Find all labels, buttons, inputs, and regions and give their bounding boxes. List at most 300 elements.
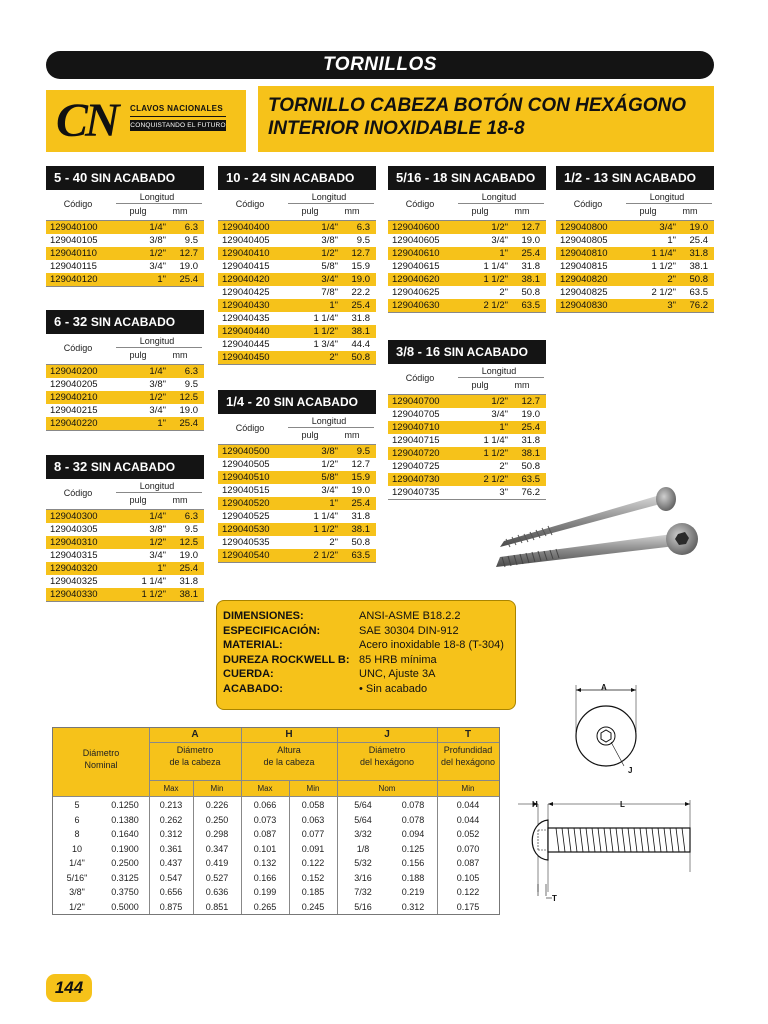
group-label-line-1: Profundidad	[443, 745, 493, 755]
length-mm: 44.4	[351, 339, 370, 350]
length-inches: 1/2"	[491, 396, 508, 407]
thread-size: 6 - 32	[54, 314, 88, 329]
length-mm: 31.8	[689, 248, 708, 259]
company-logo	[46, 90, 246, 152]
part-code: 129040305	[50, 524, 98, 535]
table-row	[218, 247, 376, 260]
dimension-value: 0.199	[253, 887, 277, 897]
part-code: 129040310	[50, 537, 98, 548]
group-label-line-1: Diámetro	[176, 745, 214, 755]
dimension-value: 0.101	[253, 843, 277, 854]
dimension-value: 0.213	[159, 800, 183, 810]
length-mm: 9.5	[184, 379, 198, 390]
dimension-value: 0.175	[456, 901, 480, 912]
table-bottom-rule	[46, 286, 204, 287]
table-bottom-rule	[218, 364, 376, 365]
part-code: 129040445	[222, 339, 270, 350]
length-mm: 15.9	[351, 472, 370, 483]
dimension-value: 0.185	[301, 887, 325, 897]
length-mm: 25.4	[179, 563, 198, 574]
length-mm: 19.0	[689, 222, 708, 233]
table-row	[46, 404, 204, 417]
dimension-value: 1/4"	[69, 858, 85, 868]
length-inches: 1 1/4"	[651, 248, 676, 259]
part-code: 129040405	[222, 235, 270, 246]
size-table-header	[388, 340, 546, 364]
section-title: TORNILLOS	[323, 54, 437, 75]
length-mm: 12.7	[351, 459, 370, 470]
part-code: 129040825	[560, 287, 608, 298]
table-row	[218, 497, 376, 510]
dimension-group-header	[337, 744, 437, 778]
grid-line	[289, 780, 290, 914]
size-table-3816	[388, 340, 546, 500]
part-code: 129040535	[222, 537, 270, 548]
dimension-value: 0.312	[159, 829, 183, 839]
part-code: 129040810	[560, 248, 608, 259]
table-row	[46, 391, 204, 404]
length-mm: 63.5	[689, 287, 708, 298]
product-title-line-1: TORNILLO CABEZA BOTÓN CON HEXÁGONO	[268, 95, 686, 116]
column-longitud: Longitud	[139, 336, 175, 346]
part-code: 129040725	[392, 461, 440, 472]
column-longitud: Longitud	[139, 192, 175, 202]
part-code: 129040730	[392, 474, 440, 485]
table-row	[46, 575, 204, 588]
dimension-value: 0.3750	[111, 887, 139, 897]
table-row	[218, 234, 376, 247]
finish-label: SIN ACABADO	[273, 395, 358, 409]
part-code: 129040520	[222, 498, 270, 509]
dimension-value: 3/32	[354, 829, 372, 839]
dimension-value: 0.044	[456, 800, 480, 810]
length-mm: 31.8	[521, 261, 540, 272]
bolt-photo	[490, 485, 710, 585]
dimension-value: 0.1640	[111, 829, 139, 839]
dimension-value: 0.122	[301, 858, 325, 868]
column-codigo: Código	[573, 199, 603, 209]
part-code: 129040630	[392, 300, 440, 311]
length-mm: 6.3	[184, 222, 198, 233]
table-row	[218, 260, 376, 273]
length-mm: 25.4	[179, 274, 198, 285]
length-inches: 1/2"	[149, 248, 166, 259]
dimension-value: 0.070	[456, 843, 480, 854]
table-bottom-rule	[388, 312, 546, 313]
dimension-value: 0.437	[159, 858, 183, 868]
length-inches: 7/8"	[321, 287, 338, 298]
dimension-value: 0.166	[253, 872, 277, 883]
length-inches: 2 1/2"	[651, 287, 676, 298]
spec-value: SAE 30304 DIN-912	[359, 624, 459, 637]
part-code: 129040450	[222, 352, 270, 363]
dimension-value: 0.2500	[111, 858, 139, 868]
length-mm: 6.3	[184, 511, 198, 522]
table-row	[218, 312, 376, 325]
length-inches: 2 1/2"	[483, 474, 508, 485]
part-code: 129040720	[392, 448, 440, 459]
dimension-value: 0.5000	[111, 901, 139, 912]
spec-value: ANSI-ASME B18.2.2	[359, 610, 461, 622]
length-inches: 3"	[499, 487, 508, 498]
length-inches: 1 1/4"	[483, 435, 508, 446]
length-inches: 2"	[499, 461, 508, 472]
table-row	[46, 378, 204, 391]
column-pulg: pulg	[471, 380, 489, 390]
dimension-value: 0.265	[253, 901, 277, 912]
length-inches: 3/4"	[321, 274, 338, 285]
hexagon-socket	[601, 730, 611, 742]
column-mm: mm	[172, 495, 188, 505]
length-mm: 6.3	[356, 222, 370, 233]
table-row	[388, 247, 546, 260]
length-mm: 63.5	[351, 550, 370, 561]
length-inches: 3/4"	[149, 550, 166, 561]
dimension-value: 0.073	[253, 814, 277, 825]
finish-label: SIN ACABADO	[450, 171, 536, 185]
part-code: 129040300	[50, 511, 98, 522]
dimension-value: 0.250	[205, 814, 229, 825]
part-code: 129040210	[50, 392, 98, 403]
column-divider	[458, 203, 544, 204]
size-table-header	[46, 455, 204, 479]
table-bottom-rule	[556, 312, 714, 313]
column-codigo: Código	[235, 423, 265, 433]
dimensions-table	[52, 727, 500, 915]
table-bottom-rule	[46, 430, 204, 431]
size-table-51618	[388, 166, 546, 313]
column-mm: mm	[514, 206, 530, 216]
table-row	[218, 286, 376, 299]
spec-value: • Sin acabado	[359, 682, 428, 695]
dimension-value: 0.1900	[111, 843, 139, 854]
part-code: 129040710	[392, 422, 440, 433]
length-inches: 3/8"	[149, 379, 166, 390]
table-row	[46, 234, 204, 247]
dimension-value: 0.188	[401, 872, 425, 883]
part-code: 129040600	[392, 222, 440, 233]
length-mm: 15.9	[351, 261, 370, 272]
subheader: Nom	[378, 784, 396, 793]
part-code: 129040700	[392, 396, 440, 407]
table-row	[556, 260, 714, 273]
column-pulg: pulg	[639, 206, 657, 216]
dimension-value: 0.1380	[111, 814, 139, 825]
length-inches: 5/8"	[321, 261, 338, 272]
length-inches: 1 1/2"	[651, 261, 676, 272]
table-row	[46, 588, 204, 601]
length-inches: 1 1/2"	[483, 274, 508, 285]
table-row	[218, 273, 376, 286]
part-code: 129040615	[392, 261, 440, 272]
part-code: 129040320	[50, 563, 98, 574]
length-inches: 1"	[157, 418, 166, 429]
length-inches: 2"	[329, 537, 338, 548]
part-code: 129040215	[50, 405, 98, 416]
dimension-group-header	[149, 744, 241, 778]
thread-size: 1/2 - 13	[564, 170, 609, 185]
length-mm: 25.4	[351, 300, 370, 311]
table-row	[46, 536, 204, 549]
length-mm: 31.8	[351, 511, 370, 522]
bolt-head-profile	[532, 820, 548, 860]
column-divider	[288, 203, 374, 204]
length-mm: 12.5	[179, 537, 198, 548]
part-code: 129040400	[222, 222, 270, 233]
dimension-value: 5/32	[354, 858, 372, 868]
dimension-value: 0.087	[253, 829, 277, 839]
length-inches: 1 1/2"	[313, 524, 338, 535]
dimension-value: 0.091	[301, 843, 325, 854]
logo-company-name: CLAVOS NACIONALES	[130, 104, 223, 113]
size-table-header	[46, 166, 204, 190]
part-code: 129040205	[50, 379, 98, 390]
size-table-632	[46, 310, 204, 431]
finish-label: SIN ACABADO	[90, 171, 176, 185]
dimension-value: 6	[74, 814, 80, 825]
spec-label: ESPECIFICACIÓN:	[223, 624, 321, 637]
column-pulg: pulg	[301, 206, 319, 216]
table-row	[218, 351, 376, 364]
column-headers	[218, 190, 376, 221]
length-inches: 2"	[499, 287, 508, 298]
column-codigo: Código	[63, 199, 93, 209]
length-inches: 2 1/2"	[483, 300, 508, 311]
length-mm: 25.4	[351, 498, 370, 509]
length-inches: 1 1/4"	[313, 313, 338, 324]
head-top-view-diagram	[568, 680, 658, 776]
column-codigo: Código	[405, 373, 435, 383]
length-mm: 9.5	[356, 235, 370, 246]
column-pulg: pulg	[129, 350, 147, 360]
part-code: 129040435	[222, 313, 270, 324]
bolt-front	[496, 523, 698, 567]
length-mm: 50.8	[689, 274, 708, 285]
dimension-value: 0.125	[401, 843, 425, 854]
table-row	[218, 338, 376, 351]
length-inches: 3/8"	[149, 235, 166, 246]
length-inches: 1 1/2"	[141, 589, 166, 600]
length-mm: 38.1	[179, 589, 198, 600]
column-mm: mm	[344, 206, 360, 216]
length-inches: 1"	[667, 235, 676, 246]
length-inches: 1"	[329, 498, 338, 509]
dimension-value: 0.094	[401, 829, 425, 839]
column-divider	[116, 203, 202, 204]
dimension-value: 0.087	[456, 858, 480, 868]
dimension-value: 0.636	[205, 887, 229, 897]
column-headers	[46, 479, 204, 510]
dimension-value: 7/32	[354, 887, 372, 897]
length-mm: 12.7	[521, 396, 540, 407]
part-code: 129040325	[50, 576, 98, 587]
dimension-value: 10	[71, 843, 82, 854]
column-divider	[626, 203, 712, 204]
thread-size: 3/8 - 16	[396, 344, 441, 359]
dimension-value: 0.419	[205, 858, 229, 868]
length-inches: 1/2"	[149, 392, 166, 403]
table-row	[556, 247, 714, 260]
dimension-value: 0.262	[159, 814, 183, 825]
spec-row	[223, 624, 513, 638]
table-row	[46, 247, 204, 260]
table-row	[388, 408, 546, 421]
column-headers	[218, 414, 376, 445]
finish-label: SIN ACABADO	[611, 171, 696, 185]
column-mm: mm	[682, 206, 698, 216]
length-mm: 38.1	[689, 261, 708, 272]
length-inches: 3/8"	[149, 524, 166, 535]
grid-line	[437, 728, 438, 914]
table-bottom-rule	[46, 601, 204, 602]
dimension-value: 0.298	[205, 829, 229, 839]
subheader: Min	[461, 784, 475, 793]
table-row	[218, 471, 376, 484]
length-mm: 38.1	[521, 274, 540, 285]
column-pulg: pulg	[301, 430, 319, 440]
length-inches: 3/4"	[149, 405, 166, 416]
spec-value: Acero inoxidable 18-8 (T-304)	[359, 639, 504, 651]
part-code: 129040530	[222, 524, 270, 535]
column-longitud: Longitud	[311, 416, 347, 426]
column-pulg: pulg	[129, 495, 147, 505]
length-mm: 9.5	[184, 235, 198, 246]
dimension-value: 3/16	[354, 872, 372, 883]
subheader: Min	[210, 784, 224, 793]
column-longitud: Longitud	[139, 481, 175, 491]
dimension-value: 0.219	[401, 887, 425, 897]
table-row	[388, 447, 546, 460]
dimension-value: 3/8"	[69, 887, 85, 897]
dimension-value: 0.156	[401, 858, 425, 868]
thread-size: 8 - 32	[54, 459, 88, 474]
column-headers	[388, 364, 546, 395]
logo-divider	[130, 116, 226, 117]
dimension-value: 0.851	[205, 901, 229, 912]
part-code: 129040625	[392, 287, 440, 298]
thread-size: 5 - 40	[54, 170, 88, 185]
table-row	[388, 221, 546, 234]
length-inches: 2 1/2"	[313, 550, 338, 561]
length-mm: 19.0	[351, 485, 370, 496]
finish-label: SIN ACABADO	[270, 171, 355, 185]
part-code: 129040715	[392, 435, 440, 446]
spec-label: ACABADO:	[223, 682, 283, 695]
section-title-bar	[46, 51, 714, 79]
dimension-value: 5/64	[354, 814, 372, 825]
length-mm: 12.7	[179, 248, 198, 259]
column-longitud: Longitud	[311, 192, 347, 202]
part-code: 129040605	[392, 235, 440, 246]
column-codigo: Código	[63, 343, 93, 353]
dimension-group-header	[241, 744, 337, 778]
length-mm: 76.2	[689, 300, 708, 311]
length-inches: 1 1/2"	[483, 448, 508, 459]
table-row	[388, 260, 546, 273]
size-table-832	[46, 455, 204, 602]
dimension-value: 0.875	[159, 901, 183, 912]
column-divider	[458, 377, 544, 378]
length-inches: 1"	[329, 300, 338, 311]
part-code: 129040330	[50, 589, 98, 600]
column-longitud: Longitud	[481, 366, 517, 376]
dimension-value: 0.361	[159, 843, 183, 854]
dimension-value: 0.078	[401, 814, 425, 825]
length-mm: 12.7	[521, 222, 540, 233]
part-code: 129040110	[50, 248, 97, 259]
table-row	[218, 549, 376, 562]
length-inches: 1"	[499, 248, 508, 259]
part-code: 129040410	[222, 248, 270, 259]
table-row	[46, 365, 204, 378]
group-label-line-2: del hexágono	[440, 757, 496, 767]
dimension-letter: J	[384, 729, 390, 740]
table-row	[556, 286, 714, 299]
spec-row	[223, 653, 513, 667]
length-inches: 1/2"	[321, 459, 338, 470]
part-code: 129040105	[50, 235, 98, 246]
length-inches: 1 1/4"	[141, 576, 166, 587]
length-mm: 25.4	[689, 235, 708, 246]
table-bottom-rule	[218, 562, 376, 563]
spec-value: 85 HRB mínima	[359, 653, 437, 666]
length-inches: 1 1/2"	[313, 326, 338, 337]
part-code: 129040100	[50, 222, 98, 233]
table-row	[388, 460, 546, 473]
dimension-value: 5	[74, 800, 80, 810]
length-mm: 19.0	[521, 409, 540, 420]
length-inches: 1/2"	[149, 537, 166, 548]
page-number: 144	[46, 974, 92, 1002]
table-row	[556, 234, 714, 247]
grid-line	[149, 780, 499, 781]
spec-row	[223, 682, 513, 696]
spec-row	[223, 667, 513, 681]
table-row	[46, 273, 204, 286]
length-mm: 12.5	[179, 392, 198, 403]
length-mm: 19.0	[351, 274, 370, 285]
dimension-value: 0.077	[301, 829, 325, 839]
nominal-label-line-1: Diámetro	[82, 748, 120, 758]
table-row	[218, 523, 376, 536]
length-mm: 19.0	[179, 261, 198, 272]
dimension-letter: T	[464, 729, 472, 740]
table-row	[46, 510, 204, 523]
diagram-label-j: J	[628, 766, 633, 775]
table-row	[388, 434, 546, 447]
finish-label: SIN ACABADO	[90, 460, 176, 474]
grid-line	[149, 742, 499, 743]
logo-slogan: CONQUISTANDO EL FUTURO	[130, 122, 226, 129]
dimension-letter: H	[285, 729, 293, 740]
part-code: 129040415	[222, 261, 270, 272]
part-code: 129040735	[392, 487, 440, 498]
table-row	[218, 484, 376, 497]
length-inches: 3/4"	[659, 222, 676, 233]
product-title-line-2: INTERIOR INOXIDABLE 18-8	[268, 118, 525, 139]
table-row	[46, 523, 204, 536]
column-longitud: Longitud	[649, 192, 685, 202]
table-row	[556, 299, 714, 312]
dimension-value: 0.1250	[111, 800, 139, 810]
size-table-header	[218, 166, 376, 190]
part-code: 129040425	[222, 287, 270, 298]
length-mm: 31.8	[351, 313, 370, 324]
table-row	[388, 421, 546, 434]
dimension-value: 0.052	[456, 829, 480, 839]
table-row	[218, 325, 376, 338]
part-code: 129040805	[560, 235, 608, 246]
